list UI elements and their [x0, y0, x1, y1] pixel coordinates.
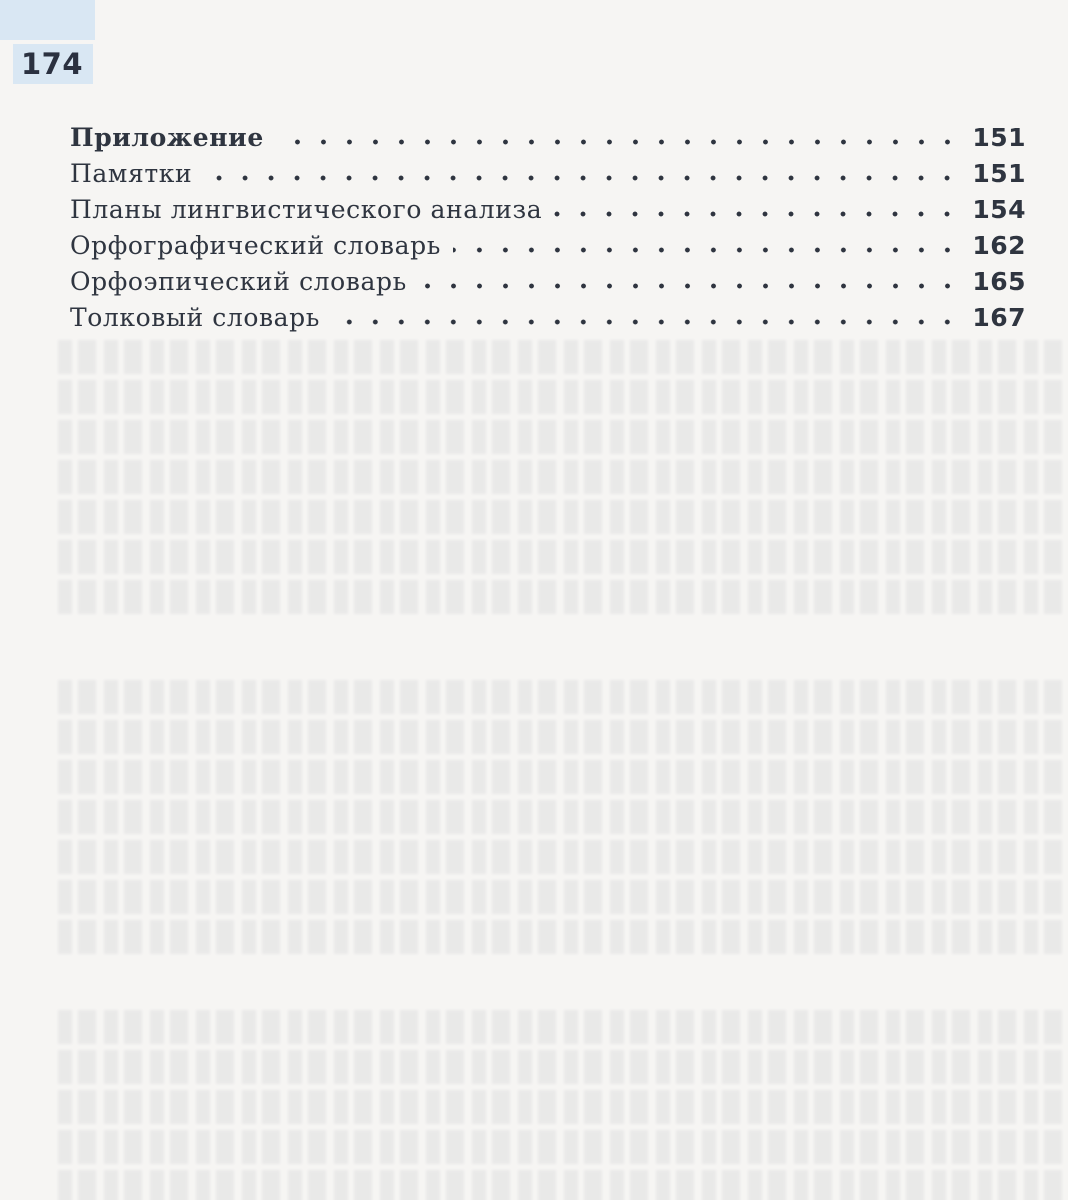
toc-entry-title: Памятки	[70, 159, 193, 188]
toc-entry-title: Планы лингвистического анализа	[70, 195, 543, 224]
dot-leader	[554, 209, 960, 219]
table-of-contents	[70, 120, 1026, 336]
toc-entry-title: Приложение	[70, 123, 264, 152]
page-number: 174	[13, 44, 93, 84]
toc-entry-title: Толковый словарь	[70, 303, 320, 332]
dot-leader	[332, 317, 960, 327]
toc-entry-page: 151	[972, 123, 1026, 152]
dot-leader	[453, 245, 960, 255]
toc-entry-page: 154	[972, 195, 1026, 224]
toc-entry-appendix[interactable]	[70, 120, 1026, 156]
dot-leader	[276, 137, 960, 147]
toc-entry-analysis-plans[interactable]	[70, 192, 1026, 228]
toc-entry-orthoepic-dictionary[interactable]	[70, 264, 1026, 300]
toc-entry-title: Орфографический словарь	[70, 231, 441, 260]
toc-entry-title: Орфоэпический словарь	[70, 267, 407, 296]
toc-entry-memos[interactable]	[70, 156, 1026, 192]
toc-entry-page: 165	[972, 267, 1026, 296]
toc-entry-page: 151	[972, 159, 1026, 188]
dot-leader	[204, 173, 960, 183]
toc-entry-page: 162	[972, 231, 1026, 260]
toc-entry-spelling-dictionary[interactable]	[70, 228, 1026, 264]
page-corner-tab	[0, 0, 95, 40]
toc-entry-page: 167	[972, 303, 1026, 332]
dot-leader	[419, 281, 961, 291]
toc-entry-explanatory-dictionary[interactable]	[70, 300, 1026, 336]
